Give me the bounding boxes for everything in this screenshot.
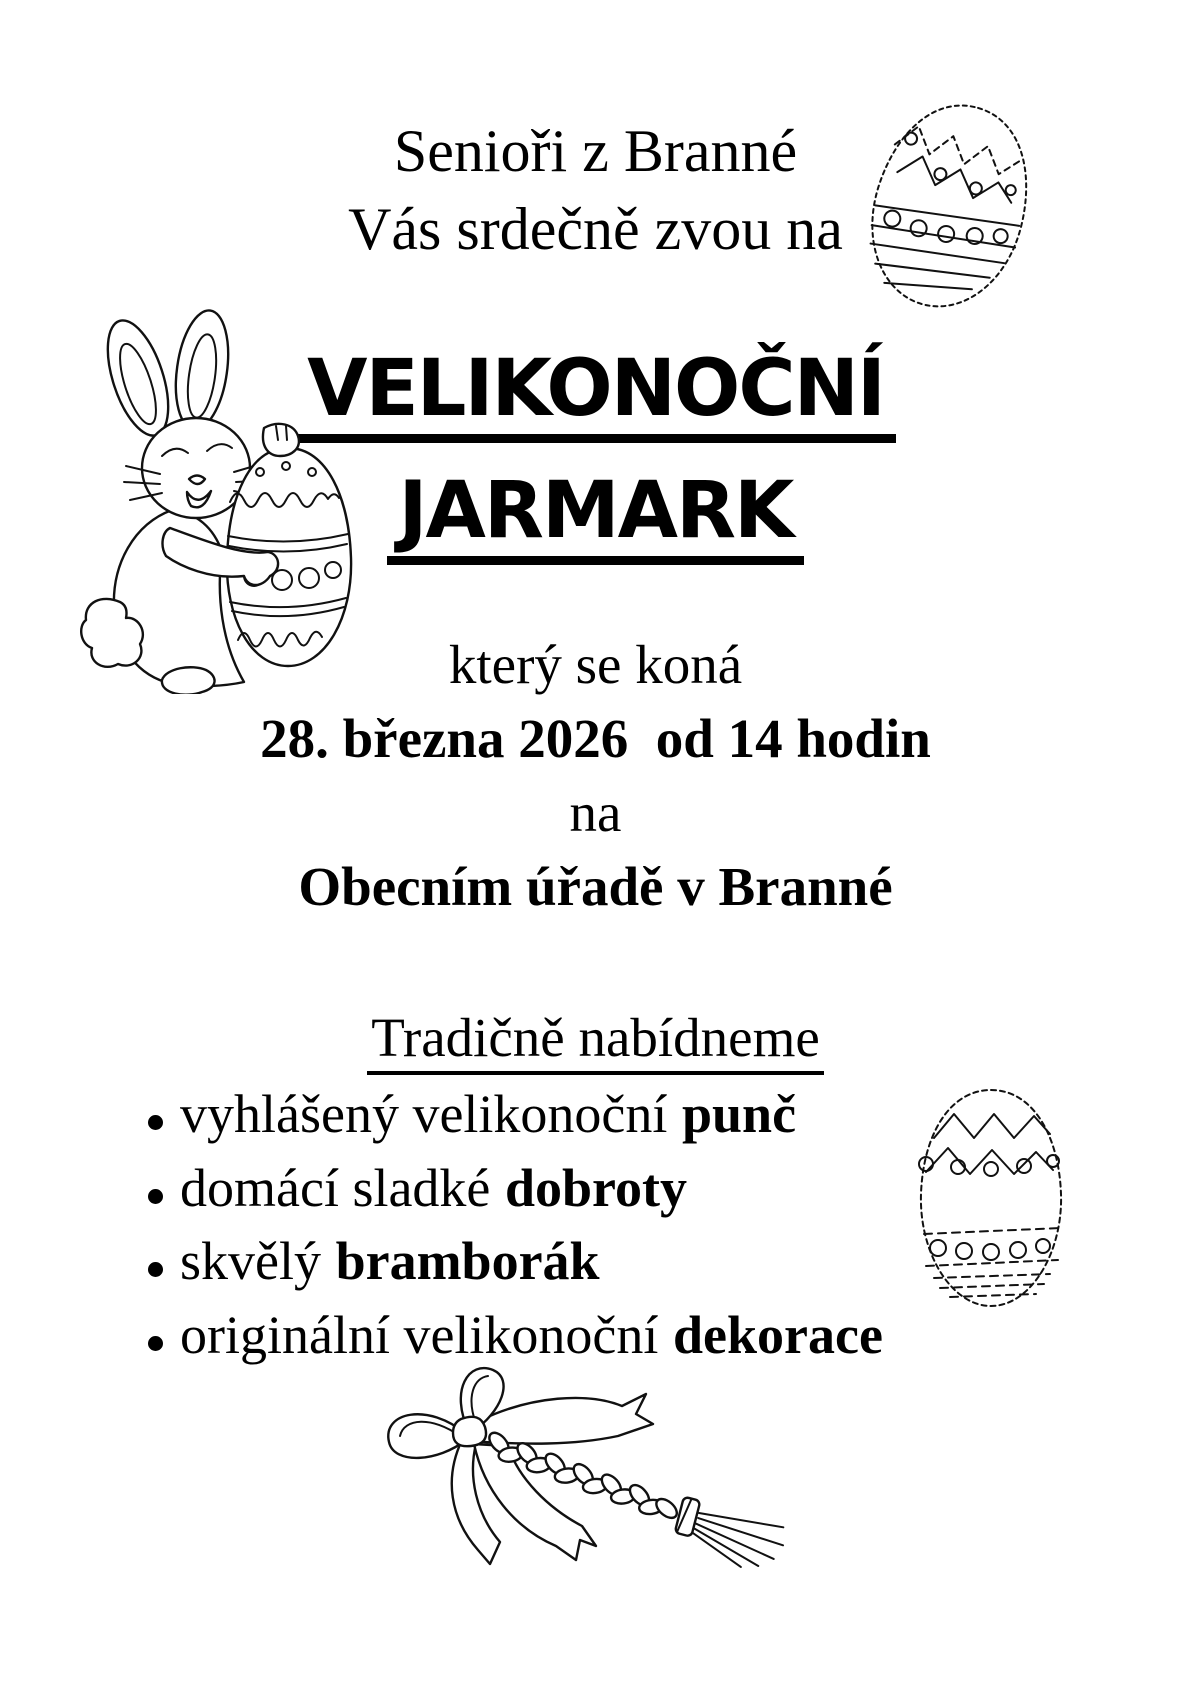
bullet-icon xyxy=(148,1189,163,1204)
offer-heading-text: Tradičně nabídneme xyxy=(367,1008,824,1075)
bullet-icon xyxy=(148,1262,163,1277)
event-date: 28. března 2026 od 14 hodin xyxy=(260,708,931,769)
intro-line-1: Senioři z Branné xyxy=(393,118,798,184)
offer-item-bold: dekorace xyxy=(672,1304,883,1365)
offer-item-bold: dobroty xyxy=(504,1157,688,1218)
bullet-icon xyxy=(148,1115,163,1130)
bullet-icon xyxy=(148,1336,163,1351)
offer-item-bramborak xyxy=(148,1225,883,1299)
offer-item-text: originální velikonoční xyxy=(180,1304,659,1365)
offer-heading xyxy=(0,1008,1191,1075)
event-venue: Obecním úřadě v Branné xyxy=(298,856,893,917)
offer-item-text: domácí sladké xyxy=(180,1157,491,1218)
offer-item-text: vyhlášený velikonoční xyxy=(180,1084,668,1144)
offer-item-dobroty xyxy=(148,1152,883,1226)
easter-egg-right-icon xyxy=(896,1076,1086,1321)
offer-item-bold: bramborák xyxy=(335,1231,600,1291)
title-line-2-text: JARMARK xyxy=(387,468,805,565)
bunny-hugging-egg-icon xyxy=(76,296,356,694)
offer-item-bold: punč xyxy=(681,1084,797,1144)
offer-item-punc xyxy=(148,1078,883,1152)
easter-whip-bow-icon xyxy=(366,1350,791,1590)
easter-egg-top-right-icon xyxy=(850,86,1050,326)
details-intro: který se koná xyxy=(448,634,743,695)
offer-item-text: skvělý xyxy=(180,1231,321,1291)
details-na: na xyxy=(569,782,622,843)
offer-list xyxy=(148,1078,883,1372)
title-line-1-text: VELIKONOČNÍ xyxy=(295,346,896,443)
intro-line-2: Vás srdečně zvou na xyxy=(348,196,843,262)
